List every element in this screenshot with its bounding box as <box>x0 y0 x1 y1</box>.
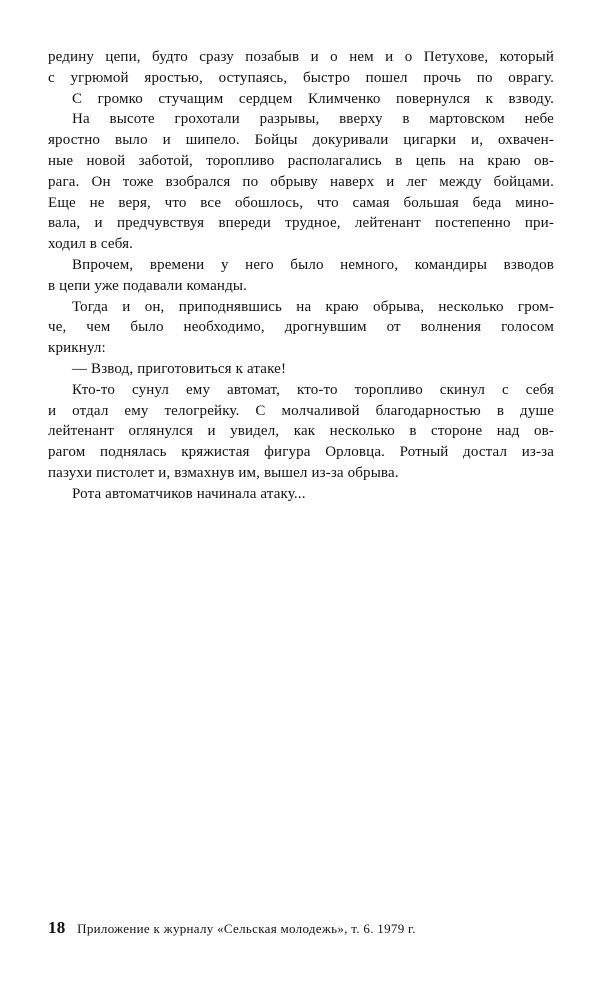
text-line: Еще не веря, что все обошлось, что самая большая беда мино- <box>48 194 554 211</box>
footer-caption: Приложение к журналу «Сельская молодежь», т. 6. 1979 г. <box>77 921 416 936</box>
text-line: вала, и предчувствуя впереди трудное, лейтенант постепенно при- <box>48 215 554 232</box>
text-line: Тогда и он, приподнявшись на краю обрыва, несколько гром- <box>72 298 554 315</box>
text-line: че, чем было необходимо, дрогнувшим от волнения голосом <box>48 319 554 336</box>
text-line: Впрочем, времени у него было немного, командиры взводов <box>72 256 554 273</box>
text-line: Рота автоматчиков начинала атаку... <box>72 485 306 502</box>
text-line: пазухи пистолет и, взмахнув им, вышел из-за обрыва. <box>48 464 399 481</box>
text-line: лейтенант оглянулся и увидел, как несколько в стороне над ов- <box>48 423 554 440</box>
page-footer <box>48 918 416 938</box>
text-line: с угрюмой яростью, оступаясь, быстро пошел прочь по оврагу. <box>48 69 554 86</box>
dialogue-line: — Взвод, приготовиться к атаке! <box>72 360 287 377</box>
page-number: 18 <box>48 918 66 937</box>
text-line: крикнул: <box>48 340 106 357</box>
main-text-column <box>48 47 554 505</box>
text-line: ные новой заботой, торопливо располагались в цепь на краю ов- <box>48 152 554 169</box>
text-line: редину цепи, будто сразу позабыв и о нем и о Петухове, который <box>48 49 554 65</box>
text-line: рага. Он тоже взобрался по обрыву наверх и лег между бойцами. <box>48 173 554 190</box>
text-line: и отдал ему телогрейку. С молчаливой благодарностью в душе <box>48 402 554 419</box>
text-line: На высоте грохотали разрывы, вверху в мартовском небе <box>72 111 554 128</box>
text-line: в цепи уже подавали команды. <box>48 277 247 294</box>
text-line: С громко стучащим сердцем Климченко повернулся к взводу. <box>72 90 554 107</box>
text-line: ходил в себя. <box>48 236 134 253</box>
text-line: рагом поднялась кряжистая фигура Орловца. Ротный достал из-за <box>48 444 554 461</box>
text-line: яростно выло и шипело. Бойцы докуривали цигарки и, охвачен- <box>48 132 554 149</box>
text-line: Кто-то сунул ему автомат, кто-то торопливо скинул с себя <box>72 381 554 398</box>
